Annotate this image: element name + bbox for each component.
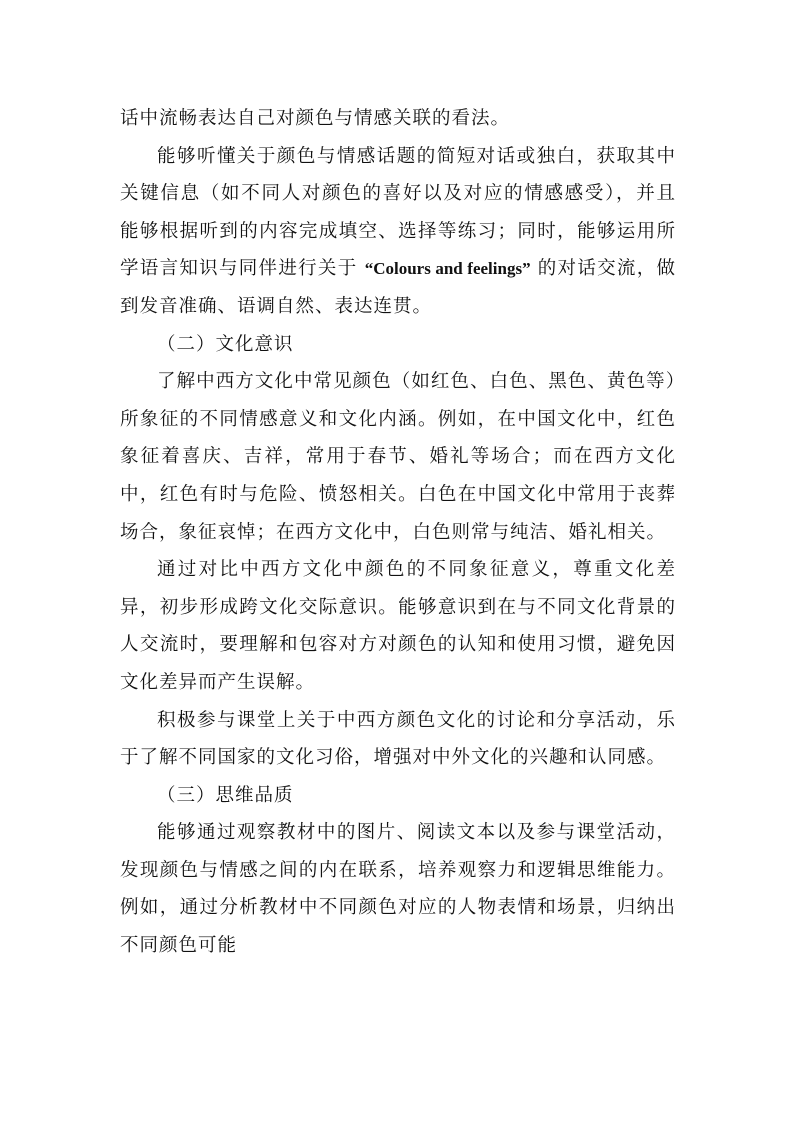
paragraph-color-symbolism: 了解中西方文化中常见颜色（如红色、白色、黑色、黄色等）所象征的不同情感意义和文化内涵。例如，在中国文化中，红色象征着喜庆、吉祥，常用于春节、婚礼等场合；而在西方文化中，红色有时与危险、愤怒相关。白色在中国文化中常用于丧葬场合，象征哀悼；在西方文化中，白色则常与纯洁、婚礼相关。 [120, 371, 676, 543]
paragraph-text: 的对话交流，做到发音准确、语调自然、表达连贯。 [120, 258, 677, 317]
section-heading-thinking-quality: （三）思维品质 [157, 784, 294, 806]
topic-title-english: “Colours and feelings” [364, 259, 531, 279]
paragraph-observation-logic: 能够通过观察教材中的图片、阅读文本以及参与课堂活动，发现颜色与情感之间的内在联系，培养观察力和逻辑思维能力。例如，通过分析教材中不同颜色对应的人物表情和场景，归纳出不同颜色可能 [120, 822, 676, 957]
paragraph-class-participation: 积极参与课堂上关于中西方颜色文化的讨论和分享活动，乐于了解不同国家的文化习俗，增强对中外文化的兴趣和认同感。 [120, 709, 676, 769]
document-body [120, 100, 676, 965]
paragraph-continuation: 话中流畅表达自己对颜色与情感关联的看法。 [120, 108, 511, 129]
paragraph-listening-skills [120, 138, 676, 326]
section-heading-cultural-awareness: （二）文化意识 [157, 333, 294, 355]
paragraph-cross-cultural: 通过对比中西方文化中颜色的不同象征意义，尊重文化差异，初步形成跨文化交际意识。能够意识到在与不同文化背景的人交流时，要理解和包容对方对颜色的认知和使用习惯，避免因文化差异而产生误解。 [120, 559, 676, 693]
paragraph-text: 能够听懂关于颜色与情感话题的简短对话或独白，获取其中关键信息（如不同人对颜色的喜好以及对应的情感感受），并且能够根据听到的内容完成填空、选择等练习；同时，能够运用所学语言知识与同伴进行关于 [120, 145, 676, 280]
